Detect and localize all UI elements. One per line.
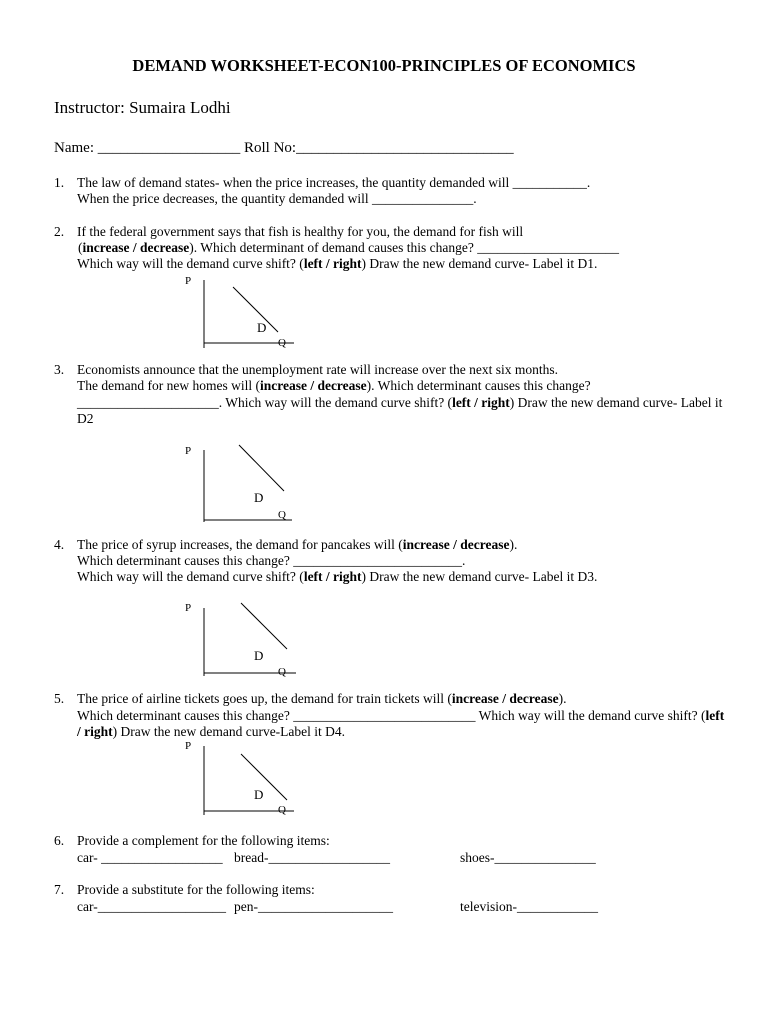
instructor-line: Instructor: Sumaira Lodhi [54,98,231,117]
question-text: Which way will the demand curve shift? (left / right) Draw the new demand curve- Label it D1. [77,256,598,271]
answer-car[interactable]: car-___________________ [77,899,226,914]
choice-left: left [705,708,725,723]
curve-label-d: D [254,787,264,802]
choice-right: / right [77,724,113,739]
question-text: D2 [77,411,94,426]
question-number: 7. [54,882,65,897]
question-text: Which determinant causes this change? _________________________. [77,553,466,568]
question-text: _____________________. Which way will the demand curve shift? (left / right) Draw the new demand curve- Label it [77,395,723,410]
answer-pen[interactable]: pen-____________________ [234,899,393,914]
question-text: Provide a complement for the following items: [77,833,330,848]
choice-left-right: left / right [303,569,362,584]
question-text: The law of demand states- when the price increases, the quantity demanded will ___________. [77,175,591,190]
question-text: (increase / decrease). Which determinant of demand causes this change? _____________________ [78,240,619,255]
answer-car[interactable]: car- __________________ [77,850,223,865]
question-text: Which determinant causes this change? ___________________________ Which way will the demand curve shift? (left [77,708,725,723]
question-number: 3. [54,362,65,377]
question-text: The price of airline tickets goes up, the demand for train tickets will (increase / decrease). [77,691,567,706]
answer-shoes[interactable]: shoes-_______________ [460,850,596,865]
demand-curve [241,754,287,800]
choice-increase-decrease: increase / decrease [402,537,510,552]
question-text: The demand for new homes will (increase / decrease). Which determinant causes this change? [77,378,591,393]
name-roll-line: Name: ___________________ Roll No:_____________________________ [54,140,514,156]
axis-label-q: Q [278,804,286,816]
choice-increase-decrease: increase / decrease [82,240,190,255]
question-number: 5. [54,691,65,706]
question-number: 2. [54,224,65,239]
question-number: 1. [54,175,65,190]
worksheet-title: DEMAND WORKSHEET-ECON100-PRINCIPLES OF ECONOMICS [132,56,636,75]
axis-label-q: Q [278,337,286,349]
axis-label-p: P [185,602,192,614]
question-number: 6. [54,833,65,848]
axis-label-q: Q [278,509,286,521]
curve-label-d: D [254,490,264,505]
axis-label-p: P [185,740,192,752]
axis-label-p: P [185,275,192,287]
choice-increase-decrease: increase / decrease [451,691,559,706]
question-text: When the price decreases, the quantity demanded will _______________. [77,191,477,206]
axis-label-q: Q [278,666,286,678]
answer-bread[interactable]: bread-__________________ [234,850,390,865]
choice-increase-decrease: increase / decrease [259,378,367,393]
question-text: The price of syrup increases, the demand for pancakes will (increase / decrease). [77,537,518,552]
choice-left-right: left / right [452,395,510,410]
axis-label-p: P [185,445,192,457]
question-text: Which way will the demand curve shift? (left / right) Draw the new demand curve- Label it D3. [77,569,598,584]
question-text: Economists announce that the unemployment rate will increase over the next six months. [77,362,559,377]
curve-label-d: D [257,320,267,335]
choice-left-right: left / right [303,256,362,271]
question-text: / right) Draw the new demand curve-Label it D4. [77,724,346,739]
question-text: If the federal government says that fish is healthy for you, the demand for fish will [77,224,524,239]
curve-label-d: D [254,648,264,663]
question-number: 4. [54,537,65,552]
answer-television[interactable]: television-____________ [460,899,598,914]
question-text: Provide a substitute for the following items: [77,882,315,897]
